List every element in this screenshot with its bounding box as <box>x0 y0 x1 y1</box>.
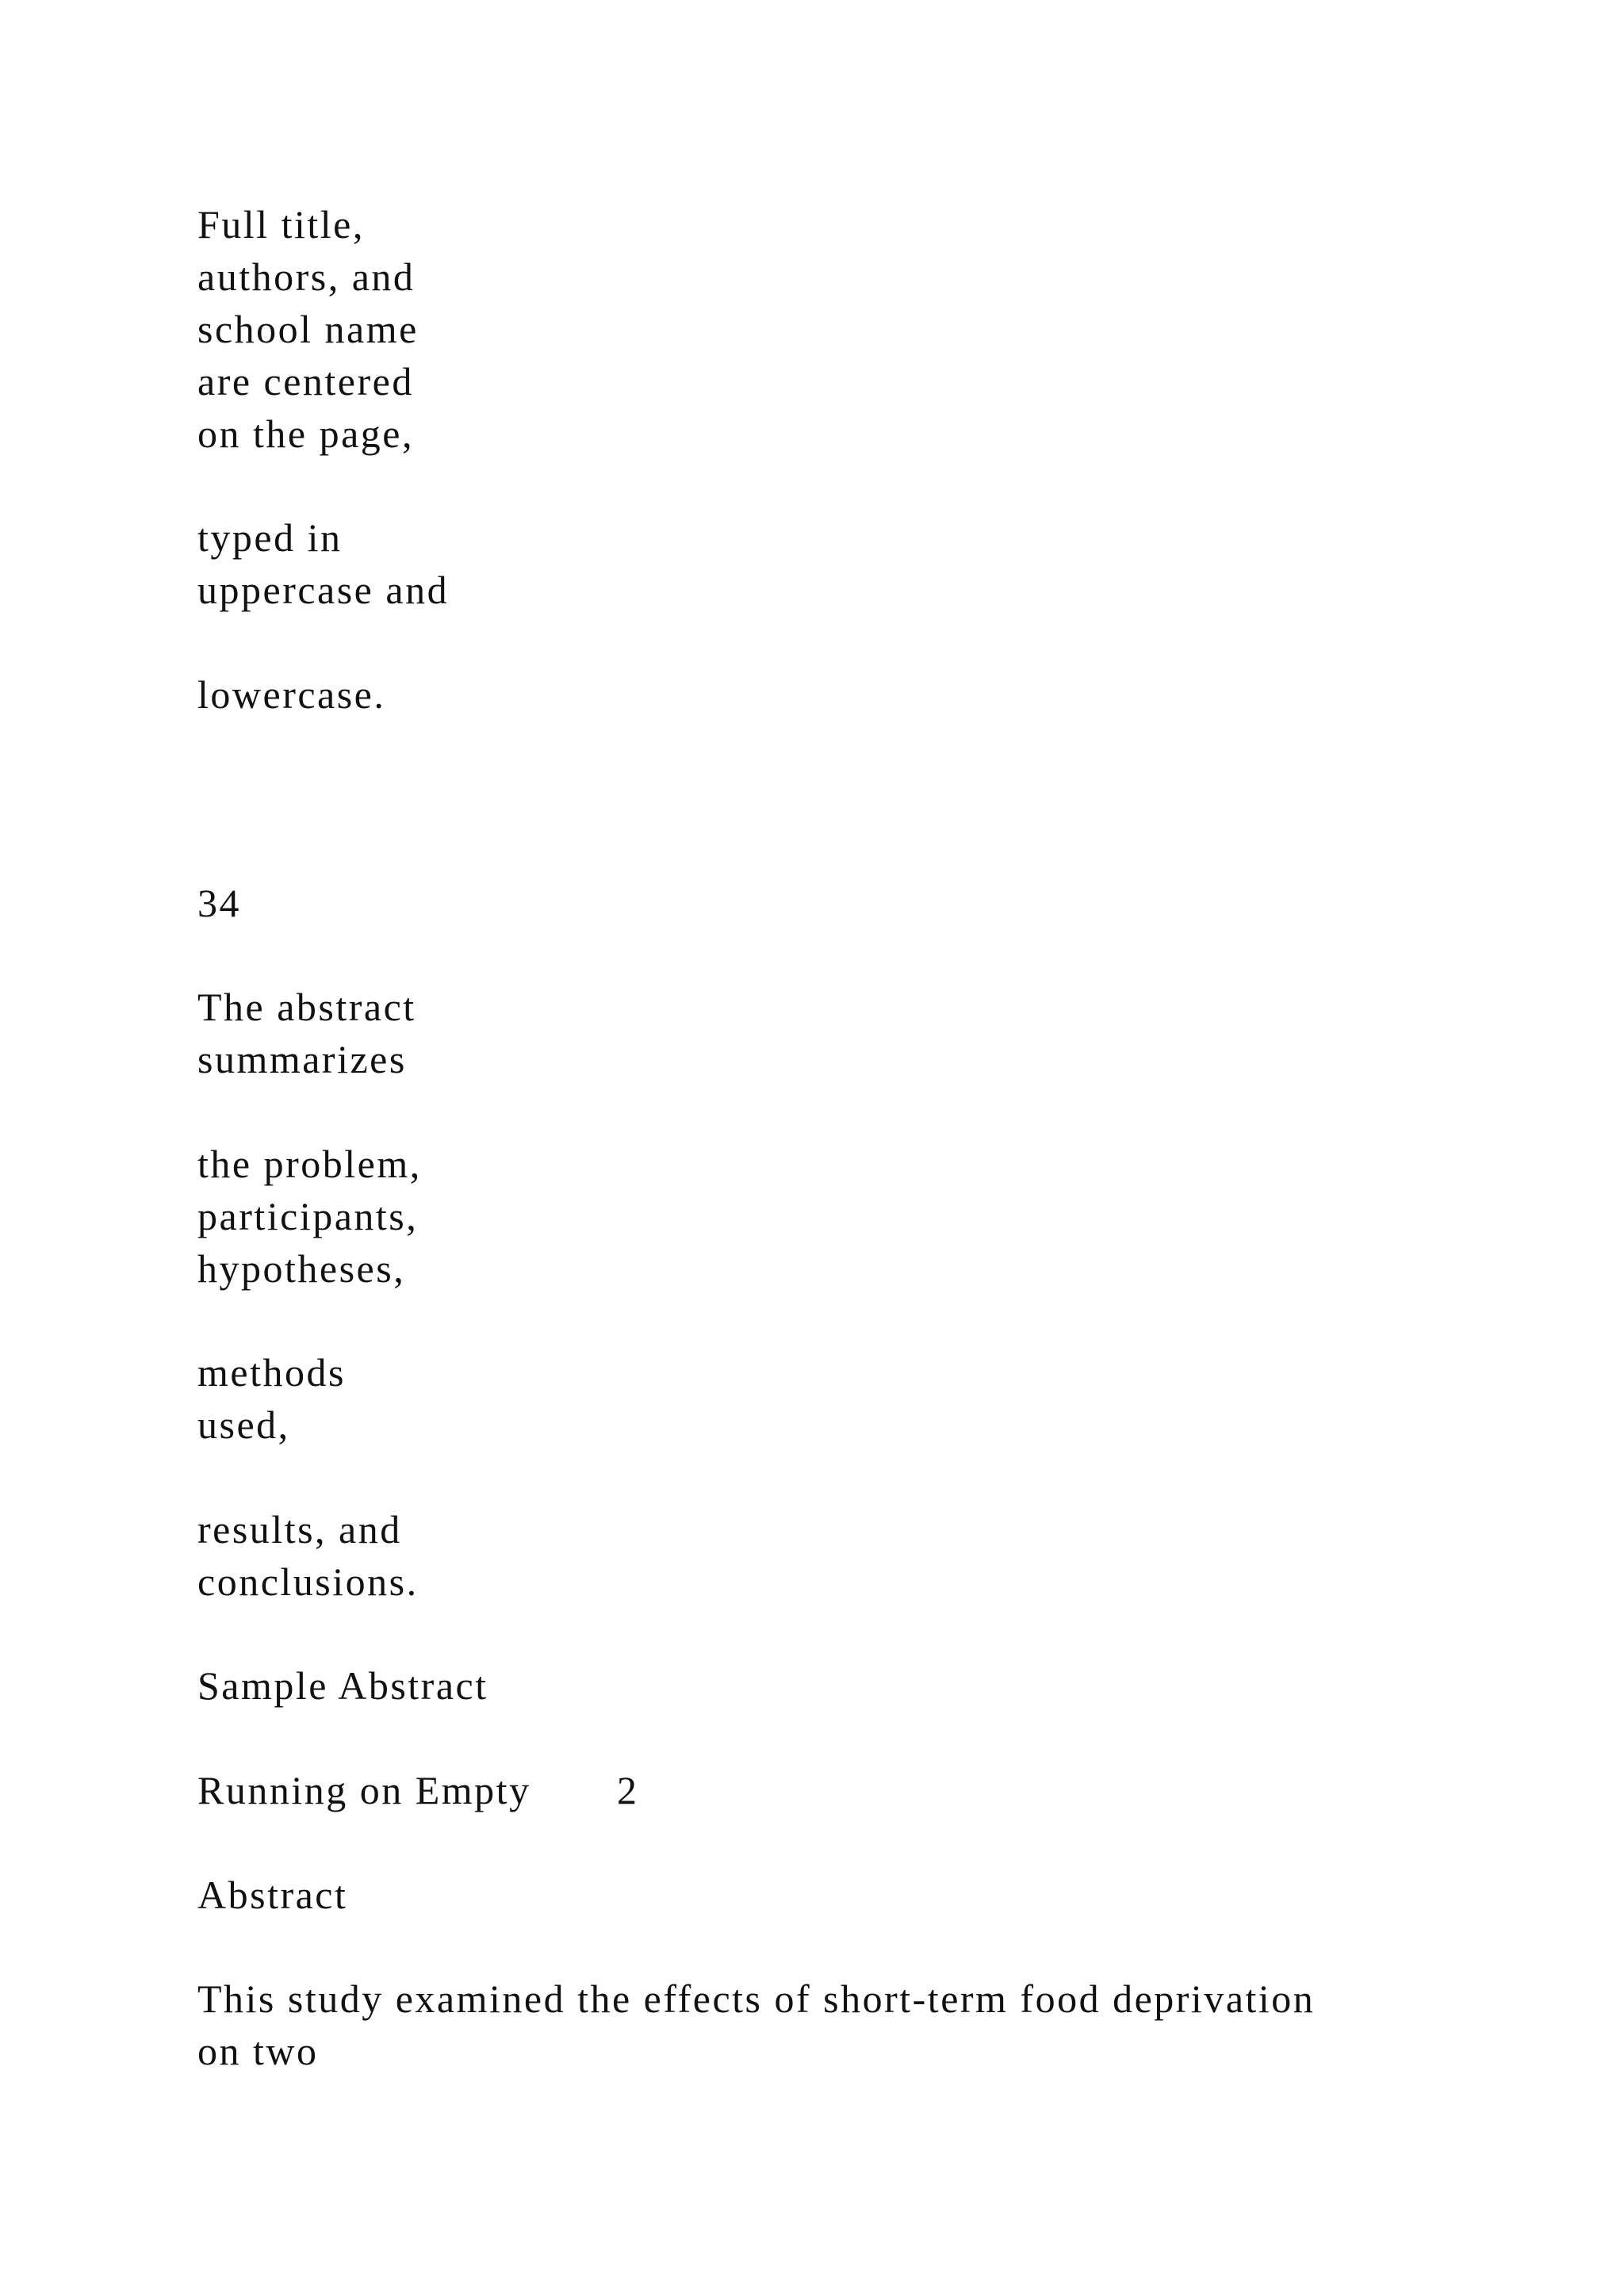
annotation-abstract-line: results, and <box>197 1507 402 1552</box>
abstract-body-line: on two <box>197 2029 319 2073</box>
annotation-abstract-line: methods <box>197 1350 346 1395</box>
annotation-abstract-line: The abstract <box>197 985 416 1029</box>
annotation-title-line: are centered <box>197 359 414 404</box>
annotation-abstract-line: used, <box>197 1402 290 1447</box>
abstract-body-line: This study examined the effects of short-term food deprivation <box>197 1976 1316 2021</box>
annotation-title-line: on the page, <box>197 411 414 456</box>
annotation-abstract-line: conclusions. <box>197 1559 419 1604</box>
abstract-heading: Abstract <box>197 1873 348 1917</box>
annotation-abstract-line: participants, <box>197 1194 419 1238</box>
annotation-abstract-line: hypotheses, <box>197 1246 406 1291</box>
annotation-title-line: Full title, <box>197 202 365 247</box>
annotation-abstract-line: summarizes <box>197 1037 407 1081</box>
running-head: Running on Empty <box>197 1768 531 1812</box>
annotation-title-line: lowercase. <box>197 672 386 717</box>
annotation-title-line: authors, and <box>197 254 416 299</box>
sample-abstract-label: Sample Abstract <box>197 1663 488 1708</box>
annotation-title-line: uppercase and <box>197 568 450 612</box>
annotation-title-line: typed in <box>197 515 343 560</box>
page-marker: 34 <box>197 881 241 925</box>
annotation-abstract-line: the problem, <box>197 1142 422 1186</box>
annotation-title-line: school name <box>197 307 419 351</box>
running-head-page-number: 2 <box>617 1768 639 1812</box>
